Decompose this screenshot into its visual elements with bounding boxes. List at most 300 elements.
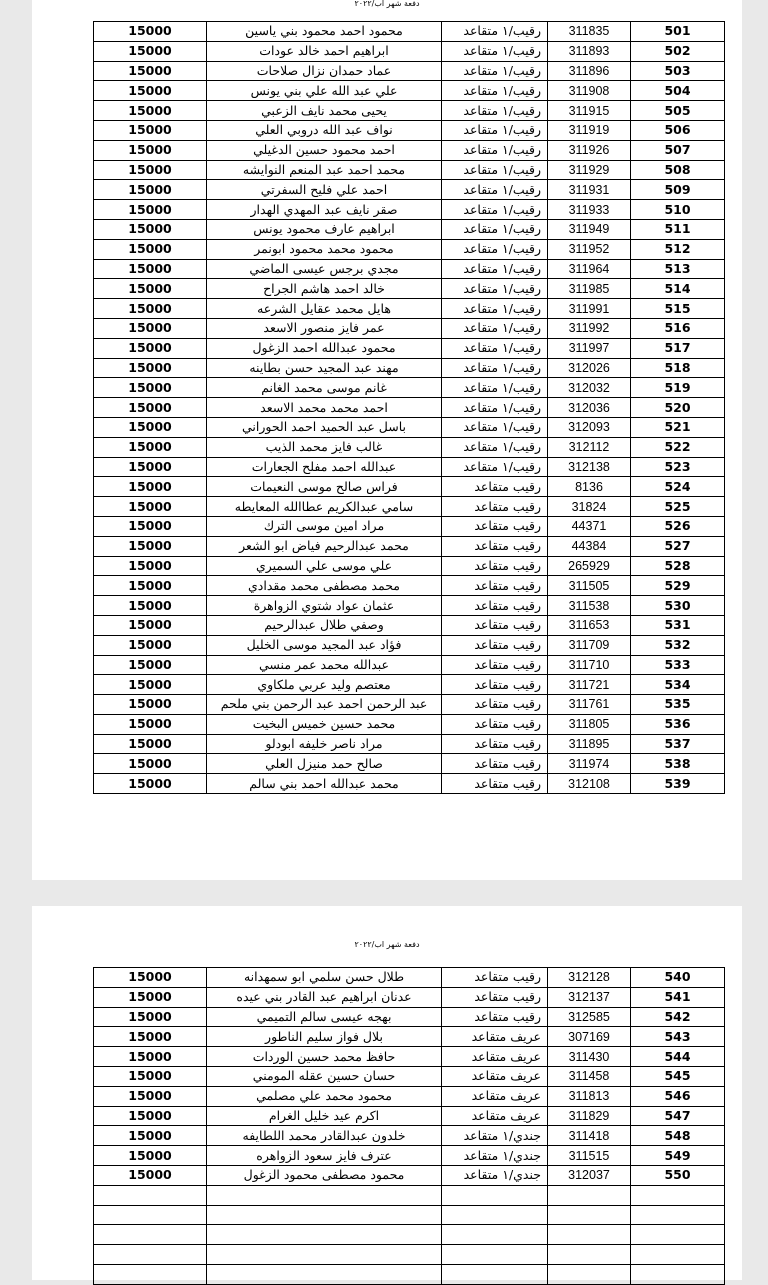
name-cell: اكرم عيد خليل الغرام [207, 1106, 442, 1126]
sequence-cell: 534 [631, 675, 725, 695]
table-row [94, 536, 725, 556]
name-cell: سامي عبدالكريم عطاالله المعايطه [207, 497, 442, 517]
table-row [94, 358, 725, 378]
table-row [94, 1027, 725, 1047]
sequence-cell: 550 [631, 1165, 725, 1185]
sequence-cell: 543 [631, 1027, 725, 1047]
amount-cell: 15000 [94, 1146, 207, 1166]
name-cell: غالب فايز محمد الذيب [207, 437, 442, 457]
name-cell: محمود محمد محمود ابونمر [207, 239, 442, 259]
sequence-cell: 503 [631, 61, 725, 81]
rank-cell: رقيب/١ متقاعد [442, 398, 548, 418]
table-row [94, 1047, 725, 1067]
amount-cell [94, 1205, 207, 1225]
amount-cell: 15000 [94, 160, 207, 180]
rank-cell: رقيب/١ متقاعد [442, 160, 548, 180]
amount-cell: 15000 [94, 968, 207, 988]
payment-table [93, 21, 725, 794]
name-cell: احمد محمود حسين الدغيلي [207, 140, 442, 160]
amount-cell [94, 1264, 207, 1284]
amount-cell: 15000 [94, 635, 207, 655]
rank-cell: عريف متقاعد [442, 1106, 548, 1126]
military-number-cell: 311829 [548, 1106, 631, 1126]
table-row [94, 378, 725, 398]
sequence-cell: 513 [631, 259, 725, 279]
military-number-cell [548, 1205, 631, 1225]
name-cell: صالح حمد منيزل العلي [207, 754, 442, 774]
military-number-cell: 312108 [548, 774, 631, 794]
name-cell: هايل محمد عقايل الشرعه [207, 299, 442, 319]
table-row [94, 1086, 725, 1106]
sequence-cell: 506 [631, 120, 725, 140]
military-number-cell: 311915 [548, 101, 631, 121]
military-number-cell: 311538 [548, 596, 631, 616]
sequence-cell [631, 1205, 725, 1225]
sequence-cell: 538 [631, 754, 725, 774]
sequence-cell: 521 [631, 417, 725, 437]
amount-cell: 15000 [94, 61, 207, 81]
amount-cell: 15000 [94, 1047, 207, 1067]
rank-cell: عريف متقاعد [442, 1066, 548, 1086]
sequence-cell [631, 1264, 725, 1284]
military-number-cell [548, 1225, 631, 1245]
name-cell: حسان حسين عقله المومني [207, 1066, 442, 1086]
amount-cell: 15000 [94, 675, 207, 695]
sequence-cell: 546 [631, 1086, 725, 1106]
name-cell: صقر نايف عبد المهدي الهدار [207, 200, 442, 220]
rank-cell: رقيب/١ متقاعد [442, 378, 548, 398]
name-cell: عدنان ابراهيم عبد القادر بني عيده [207, 987, 442, 1007]
name-cell: عثمان عواد شتوي الزواهرة [207, 596, 442, 616]
military-number-cell: 312032 [548, 378, 631, 398]
amount-cell: 15000 [94, 536, 207, 556]
rank-cell: رقيب/١ متقاعد [442, 338, 548, 358]
rank-cell: رقيب متقاعد [442, 714, 548, 734]
table-row [94, 200, 725, 220]
amount-cell: 15000 [94, 457, 207, 477]
sequence-cell: 508 [631, 160, 725, 180]
military-number-cell: 311964 [548, 259, 631, 279]
military-number-cell: 311813 [548, 1086, 631, 1106]
table-row [94, 1106, 725, 1126]
table-row [94, 279, 725, 299]
sequence-cell: 549 [631, 1146, 725, 1166]
sequence-cell [631, 1185, 725, 1205]
rank-cell: رقيب متقاعد [442, 596, 548, 616]
rank-cell: عريف متقاعد [442, 1047, 548, 1067]
military-number-cell: 312585 [548, 1007, 631, 1027]
table-row [94, 714, 725, 734]
payment-table [93, 967, 725, 1285]
sequence-cell: 524 [631, 477, 725, 497]
table-row [94, 754, 725, 774]
sequence-cell: 519 [631, 378, 725, 398]
sequence-cell: 531 [631, 615, 725, 635]
amount-cell: 15000 [94, 734, 207, 754]
name-cell: باسل عبد الحميد احمد الحوراني [207, 417, 442, 437]
military-number-cell: 311931 [548, 180, 631, 200]
name-cell: ابراهيم عارف محمود يونس [207, 219, 442, 239]
table-row [94, 1146, 725, 1166]
military-number-cell: 311893 [548, 41, 631, 61]
rank-cell: رقيب/١ متقاعد [442, 358, 548, 378]
name-cell: عبدالله محمد عمر منسي [207, 655, 442, 675]
military-number-cell: 311985 [548, 279, 631, 299]
rank-cell: رقيب/١ متقاعد [442, 279, 548, 299]
military-number-cell: 311991 [548, 299, 631, 319]
amount-cell: 15000 [94, 615, 207, 635]
rank-cell: رقيب/١ متقاعد [442, 417, 548, 437]
name-cell: خلدون عبدالقادر محمد اللطايفه [207, 1126, 442, 1146]
amount-cell: 15000 [94, 774, 207, 794]
rank-cell: رقيب/١ متقاعد [442, 41, 548, 61]
sequence-cell: 518 [631, 358, 725, 378]
rank-cell: رقيب متقاعد [442, 477, 548, 497]
sequence-cell: 529 [631, 576, 725, 596]
sequence-cell: 540 [631, 968, 725, 988]
table-row [94, 1066, 725, 1086]
military-number-cell: 265929 [548, 556, 631, 576]
military-number-cell: 31824 [548, 497, 631, 517]
military-number-cell: 311505 [548, 576, 631, 596]
table-row [94, 1126, 725, 1146]
table-row [94, 635, 725, 655]
rank-cell: رقيب متقاعد [442, 695, 548, 715]
document-page-1 [32, 0, 742, 880]
name-cell: حافظ محمد حسين الوردات [207, 1047, 442, 1067]
name-cell: فراس صالح موسى النعيمات [207, 477, 442, 497]
military-number-cell: 311908 [548, 81, 631, 101]
rank-cell: عريف متقاعد [442, 1086, 548, 1106]
table-row [94, 516, 725, 536]
sequence-cell: 505 [631, 101, 725, 121]
name-cell: غانم موسى محمد الغانم [207, 378, 442, 398]
name-cell [207, 1185, 442, 1205]
sequence-cell: 511 [631, 219, 725, 239]
table-row [94, 576, 725, 596]
name-cell: محمود احمد محمود بني ياسين [207, 22, 442, 42]
military-number-cell: 311896 [548, 61, 631, 81]
table-row [94, 22, 725, 42]
sequence-cell: 548 [631, 1126, 725, 1146]
rank-cell: رقيب/١ متقاعد [442, 259, 548, 279]
name-cell: عبد الرحمن احمد عبد الرحمن بني ملحم [207, 695, 442, 715]
name-cell: بلال فواز سليم الناطور [207, 1027, 442, 1047]
military-number-cell: 312093 [548, 417, 631, 437]
amount-cell: 15000 [94, 596, 207, 616]
military-number-cell: 311974 [548, 754, 631, 774]
sequence-cell: 526 [631, 516, 725, 536]
table-row [94, 1185, 725, 1205]
sequence-cell: 535 [631, 695, 725, 715]
rank-cell: رقيب/١ متقاعد [442, 318, 548, 338]
sequence-cell: 520 [631, 398, 725, 418]
table-row [94, 556, 725, 576]
table-row [94, 968, 725, 988]
rank-cell [442, 1185, 548, 1205]
amount-cell: 15000 [94, 259, 207, 279]
amount-cell: 15000 [94, 576, 207, 596]
sequence-cell [631, 1245, 725, 1265]
military-number-cell: 311929 [548, 160, 631, 180]
military-number-cell: 312138 [548, 457, 631, 477]
amount-cell: 15000 [94, 556, 207, 576]
sequence-cell: 504 [631, 81, 725, 101]
amount-cell: 15000 [94, 180, 207, 200]
sequence-cell: 507 [631, 140, 725, 160]
table-row [94, 1007, 725, 1027]
page-title: دفعة شهر اب/٢٠٢٢ [354, 0, 420, 8]
amount-cell: 15000 [94, 200, 207, 220]
table-row [94, 259, 725, 279]
sequence-cell: 542 [631, 1007, 725, 1027]
rank-cell: رقيب متقاعد [442, 556, 548, 576]
sequence-cell: 509 [631, 180, 725, 200]
name-cell [207, 1264, 442, 1284]
name-cell: علي موسى علي السميري [207, 556, 442, 576]
rank-cell: رقيب متقاعد [442, 635, 548, 655]
amount-cell: 15000 [94, 338, 207, 358]
name-cell: محمد مصطفى محمد مقدادي [207, 576, 442, 596]
military-number-cell [548, 1245, 631, 1265]
table-row [94, 477, 725, 497]
sequence-cell: 525 [631, 497, 725, 517]
military-number-cell: 311458 [548, 1066, 631, 1086]
table-row [94, 1264, 725, 1284]
document-page-2 [32, 906, 742, 1280]
rank-cell: رقيب/١ متقاعد [442, 299, 548, 319]
sequence-cell: 532 [631, 635, 725, 655]
sequence-cell: 533 [631, 655, 725, 675]
rank-cell: جندي/١ متقاعد [442, 1165, 548, 1185]
name-cell: محمود مصطفى محمود الزغول [207, 1165, 442, 1185]
name-cell: بهجه عيسى سالم التميمي [207, 1007, 442, 1027]
military-number-cell: 311992 [548, 318, 631, 338]
rank-cell: رقيب/١ متقاعد [442, 140, 548, 160]
amount-cell: 15000 [94, 1066, 207, 1086]
sequence-cell: 516 [631, 318, 725, 338]
rank-cell: رقيب متقاعد [442, 655, 548, 675]
sequence-cell: 536 [631, 714, 725, 734]
amount-cell: 15000 [94, 655, 207, 675]
rank-cell: رقيب/١ متقاعد [442, 180, 548, 200]
rank-cell: رقيب متقاعد [442, 987, 548, 1007]
military-number-cell: 311418 [548, 1126, 631, 1146]
name-cell: مراد امين موسى الترك [207, 516, 442, 536]
military-number-cell: 311805 [548, 714, 631, 734]
rank-cell: رقيب متقاعد [442, 1007, 548, 1027]
amount-cell: 15000 [94, 41, 207, 61]
table-row [94, 1225, 725, 1245]
rank-cell: رقيب متقاعد [442, 497, 548, 517]
sequence-cell: 501 [631, 22, 725, 42]
amount-cell: 15000 [94, 714, 207, 734]
amount-cell: 15000 [94, 1106, 207, 1126]
amount-cell: 15000 [94, 279, 207, 299]
rank-cell: رقيب متقاعد [442, 615, 548, 635]
table-row [94, 774, 725, 794]
name-cell: محمد عبدالرحيم فياض ابو الشعر [207, 536, 442, 556]
sequence-cell: 512 [631, 239, 725, 259]
rank-cell: رقيب/١ متقاعد [442, 81, 548, 101]
military-number-cell: 311515 [548, 1146, 631, 1166]
rank-cell: رقيب/١ متقاعد [442, 101, 548, 121]
military-number-cell: 311709 [548, 635, 631, 655]
sequence-cell: 547 [631, 1106, 725, 1126]
sequence-cell: 527 [631, 536, 725, 556]
military-number-cell: 312112 [548, 437, 631, 457]
sequence-cell [631, 1225, 725, 1245]
amount-cell: 15000 [94, 987, 207, 1007]
military-number-cell: 311949 [548, 219, 631, 239]
name-cell: احمد علي فليح السفرتي [207, 180, 442, 200]
name-cell: عمر فايز منصور الاسعد [207, 318, 442, 338]
amount-cell: 15000 [94, 1086, 207, 1106]
military-number-cell: 311952 [548, 239, 631, 259]
table-row [94, 160, 725, 180]
table-row [94, 239, 725, 259]
amount-cell [94, 1225, 207, 1245]
rank-cell: جندي/١ متقاعد [442, 1126, 548, 1146]
military-number-cell: 311761 [548, 695, 631, 715]
table-row [94, 81, 725, 101]
rank-cell: رقيب متقاعد [442, 734, 548, 754]
table-row [94, 140, 725, 160]
sequence-cell: 537 [631, 734, 725, 754]
sequence-cell: 514 [631, 279, 725, 299]
table-row [94, 41, 725, 61]
page-title: دفعة شهر اب/٢٠٢٢ [354, 940, 420, 949]
name-cell: احمد محمد محمد الاسعد [207, 398, 442, 418]
military-number-cell: 44384 [548, 536, 631, 556]
table-row [94, 318, 725, 338]
military-number-cell: 312026 [548, 358, 631, 378]
sequence-cell: 530 [631, 596, 725, 616]
rank-cell: جندي/١ متقاعد [442, 1146, 548, 1166]
amount-cell: 15000 [94, 695, 207, 715]
military-number-cell: 311919 [548, 120, 631, 140]
military-number-cell: 312037 [548, 1165, 631, 1185]
name-cell: خالد احمد هاشم الجراح [207, 279, 442, 299]
military-number-cell: 312128 [548, 968, 631, 988]
amount-cell: 15000 [94, 398, 207, 418]
rank-cell: رقيب/١ متقاعد [442, 457, 548, 477]
rank-cell: رقيب/١ متقاعد [442, 437, 548, 457]
amount-cell: 15000 [94, 1165, 207, 1185]
name-cell: محمد عبدالله احمد بني سالم [207, 774, 442, 794]
military-number-cell: 311997 [548, 338, 631, 358]
military-number-cell: 312137 [548, 987, 631, 1007]
rank-cell: رقيب متقاعد [442, 968, 548, 988]
amount-cell: 15000 [94, 318, 207, 338]
table-row [94, 1205, 725, 1225]
table-row [94, 596, 725, 616]
table-row [94, 101, 725, 121]
rank-cell: رقيب متقاعد [442, 774, 548, 794]
sequence-cell: 528 [631, 556, 725, 576]
name-cell: معتصم وليد عربي ملكاوي [207, 675, 442, 695]
amount-cell: 15000 [94, 497, 207, 517]
table-row [94, 675, 725, 695]
amount-cell: 15000 [94, 358, 207, 378]
rank-cell: رقيب/١ متقاعد [442, 120, 548, 140]
amount-cell: 15000 [94, 1126, 207, 1146]
military-number-cell: 311721 [548, 675, 631, 695]
military-number-cell: 311895 [548, 734, 631, 754]
amount-cell: 15000 [94, 1027, 207, 1047]
rank-cell [442, 1225, 548, 1245]
amount-cell [94, 1245, 207, 1265]
name-cell: يحيى محمد نايف الزعبي [207, 101, 442, 121]
table-row [94, 457, 725, 477]
amount-cell: 15000 [94, 81, 207, 101]
table-row [94, 655, 725, 675]
rank-cell [442, 1264, 548, 1284]
rank-cell: رقيب/١ متقاعد [442, 61, 548, 81]
name-cell: نواف عبد الله دروبي العلي [207, 120, 442, 140]
military-number-cell: 311926 [548, 140, 631, 160]
amount-cell: 15000 [94, 417, 207, 437]
table-row [94, 180, 725, 200]
sequence-cell: 522 [631, 437, 725, 457]
military-number-cell: 311430 [548, 1047, 631, 1067]
sequence-cell: 541 [631, 987, 725, 1007]
military-number-cell [548, 1264, 631, 1284]
name-cell: علي عبد الله علي بني يونس [207, 81, 442, 101]
table-row [94, 61, 725, 81]
table-row [94, 615, 725, 635]
military-number-cell: 311933 [548, 200, 631, 220]
military-number-cell: 8136 [548, 477, 631, 497]
rank-cell: رقيب متقاعد [442, 516, 548, 536]
military-number-cell: 307169 [548, 1027, 631, 1047]
name-cell: ابراهيم احمد خالد عودات [207, 41, 442, 61]
name-cell: عماد حمدان نزال صلاحات [207, 61, 442, 81]
name-cell: عبدالله احمد مفلح الجعارات [207, 457, 442, 477]
rank-cell: رقيب/١ متقاعد [442, 239, 548, 259]
name-cell: مهند عبد المجيد حسن بطاينه [207, 358, 442, 378]
sequence-cell: 544 [631, 1047, 725, 1067]
name-cell: عترف فايز سعود الزواهره [207, 1146, 442, 1166]
name-cell [207, 1225, 442, 1245]
military-number-cell: 311710 [548, 655, 631, 675]
amount-cell: 15000 [94, 378, 207, 398]
rank-cell: رقيب متقاعد [442, 754, 548, 774]
military-number-cell [548, 1185, 631, 1205]
name-cell: مراد ناصر خليفه ابودلو [207, 734, 442, 754]
rank-cell: رقيب/١ متقاعد [442, 219, 548, 239]
rank-cell: رقيب/١ متقاعد [442, 22, 548, 42]
name-cell: مجدي برجس عيسى الماضي [207, 259, 442, 279]
table-row [94, 497, 725, 517]
table-row [94, 1245, 725, 1265]
rank-cell: رقيب متقاعد [442, 536, 548, 556]
amount-cell: 15000 [94, 516, 207, 536]
table-row [94, 417, 725, 437]
amount-cell: 15000 [94, 101, 207, 121]
table-row [94, 398, 725, 418]
amount-cell: 15000 [94, 120, 207, 140]
table-row [94, 299, 725, 319]
sequence-cell: 510 [631, 200, 725, 220]
rank-cell [442, 1245, 548, 1265]
amount-cell: 15000 [94, 754, 207, 774]
rank-cell: رقيب متقاعد [442, 576, 548, 596]
name-cell [207, 1245, 442, 1265]
name-cell: فؤاد عبد المجيد موسى الخليل [207, 635, 442, 655]
sequence-cell: 517 [631, 338, 725, 358]
rank-cell: عريف متقاعد [442, 1027, 548, 1047]
